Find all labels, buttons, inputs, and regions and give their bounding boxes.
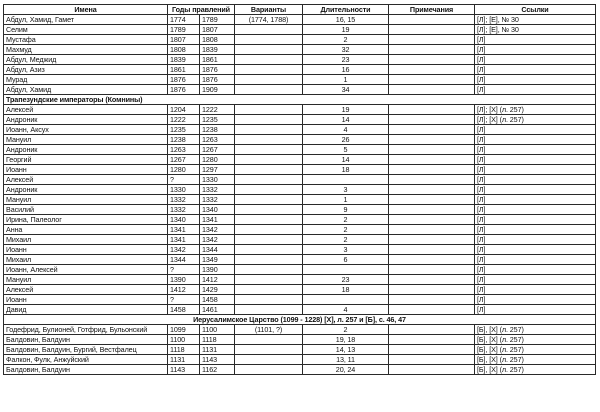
cell-year-end: 1118	[200, 335, 235, 345]
table-row	[4, 135, 596, 145]
cell-duration: 1	[303, 75, 389, 85]
cell-refs: [Л]	[475, 125, 596, 135]
cell-name: Иоанн	[4, 165, 168, 175]
table-row	[4, 305, 596, 315]
cell-refs: [Л]	[475, 215, 596, 225]
cell-year-start: ?	[168, 295, 200, 305]
cell-variant	[235, 215, 303, 225]
table-row	[4, 355, 596, 365]
cell-refs: [Б], [Х] (л. 257)	[475, 325, 596, 335]
cell-name: Алексей	[4, 105, 168, 115]
cell-year-end: 1330	[200, 175, 235, 185]
cell-year-end: 1332	[200, 185, 235, 195]
cell-refs: [Л]	[475, 295, 596, 305]
cell-year-start: 1861	[168, 65, 200, 75]
cell-variant	[235, 125, 303, 135]
cell-duration: 14, 13	[303, 345, 389, 355]
table-row	[4, 125, 596, 135]
cell-year-end: 1807	[200, 25, 235, 35]
cell-notes	[389, 165, 475, 175]
cell-variant	[235, 295, 303, 305]
table-row	[4, 275, 596, 285]
cell-notes	[389, 355, 475, 365]
cell-variant	[235, 45, 303, 55]
table-row	[4, 205, 596, 215]
cell-year-end: 1332	[200, 195, 235, 205]
cell-year-end: 1341	[200, 215, 235, 225]
cell-name: Иоанн, Алексей	[4, 265, 168, 275]
cell-duration: 3	[303, 245, 389, 255]
cell-year-start: 1332	[168, 205, 200, 215]
header-names: Имена	[4, 5, 168, 15]
cell-variant	[235, 195, 303, 205]
cell-variant: (1774, 1788)	[235, 15, 303, 25]
cell-duration	[303, 295, 389, 305]
cell-year-end: 1222	[200, 105, 235, 115]
cell-variant	[235, 335, 303, 345]
cell-name: Андроник	[4, 145, 168, 155]
cell-name: Балдовин, Балдуин	[4, 365, 168, 375]
cell-year-end: 1876	[200, 65, 235, 75]
table-row	[4, 155, 596, 165]
cell-duration: 2	[303, 235, 389, 245]
cell-variant: (1101, ?)	[235, 325, 303, 335]
cell-duration: 34	[303, 85, 389, 95]
cell-name: Мануил	[4, 275, 168, 285]
table-row	[4, 45, 596, 55]
cell-refs: [Л]	[475, 155, 596, 165]
cell-variant	[235, 355, 303, 365]
cell-year-end: 1235	[200, 115, 235, 125]
cell-duration: 16	[303, 65, 389, 75]
cell-duration: 2	[303, 325, 389, 335]
table-row	[4, 145, 596, 155]
table-row	[4, 195, 596, 205]
cell-refs: [Л]	[475, 195, 596, 205]
cell-notes	[389, 45, 475, 55]
cell-refs: [Л]	[475, 185, 596, 195]
cell-variant	[235, 155, 303, 165]
table-row	[4, 55, 596, 65]
table-row	[4, 365, 596, 375]
cell-year-end: 1458	[200, 295, 235, 305]
table-row	[4, 295, 596, 305]
cell-year-end: 1344	[200, 245, 235, 255]
cell-notes	[389, 245, 475, 255]
cell-refs: [Л]	[475, 205, 596, 215]
cell-notes	[389, 305, 475, 315]
cell-refs: [Л]; [Х] (л. 257)	[475, 105, 596, 115]
header-notes: Примечания	[389, 5, 475, 15]
header-years: Годы правлений	[168, 5, 235, 15]
cell-variant	[235, 85, 303, 95]
cell-notes	[389, 65, 475, 75]
cell-notes	[389, 155, 475, 165]
cell-notes	[389, 295, 475, 305]
cell-notes	[389, 275, 475, 285]
table-row	[4, 335, 596, 345]
cell-refs: [Л]	[475, 145, 596, 155]
table-row	[4, 15, 596, 25]
cell-name: Абдул, Азиз	[4, 65, 168, 75]
cell-year-end: 1390	[200, 265, 235, 275]
cell-year-start: 1238	[168, 135, 200, 145]
cell-duration: 4	[303, 125, 389, 135]
cell-refs: [Л]; [Х] (л. 257)	[475, 115, 596, 125]
cell-notes	[389, 145, 475, 155]
cell-duration: 13, 11	[303, 355, 389, 365]
cell-variant	[235, 285, 303, 295]
cell-refs: [Л]	[475, 285, 596, 295]
cell-refs: [Л]	[475, 55, 596, 65]
cell-year-start: 1789	[168, 25, 200, 35]
cell-notes	[389, 225, 475, 235]
cell-refs: [Б], [Х] (л. 257)	[475, 365, 596, 375]
cell-year-start: ?	[168, 265, 200, 275]
section-row	[4, 95, 596, 105]
table-row	[4, 185, 596, 195]
table-row	[4, 325, 596, 335]
cell-notes	[389, 135, 475, 145]
cell-notes	[389, 325, 475, 335]
cell-year-end: 1280	[200, 155, 235, 165]
cell-duration: 2	[303, 225, 389, 235]
cell-duration: 23	[303, 275, 389, 285]
cell-year-start: 1390	[168, 275, 200, 285]
cell-notes	[389, 175, 475, 185]
cell-refs: [Б], [Х] (л. 257)	[475, 345, 596, 355]
cell-year-end: 1412	[200, 275, 235, 285]
cell-year-end: 1909	[200, 85, 235, 95]
cell-year-start: 1143	[168, 365, 200, 375]
cell-year-start: ?	[168, 175, 200, 185]
cell-name: Балдовин, Балдуин, Бургий, Вестфалец	[4, 345, 168, 355]
cell-year-start: 1344	[168, 255, 200, 265]
cell-duration: 14	[303, 115, 389, 125]
cell-year-end: 1789	[200, 15, 235, 25]
cell-name: Василий	[4, 205, 168, 215]
cell-year-start: 1808	[168, 45, 200, 55]
cell-name: Иоанн	[4, 295, 168, 305]
cell-notes	[389, 85, 475, 95]
cell-name: Андроник	[4, 185, 168, 195]
cell-variant	[235, 65, 303, 75]
cell-variant	[235, 205, 303, 215]
cell-variant	[235, 265, 303, 275]
cell-year-end: 1263	[200, 135, 235, 145]
table-row	[4, 285, 596, 295]
cell-duration: 19	[303, 25, 389, 35]
cell-variant	[235, 305, 303, 315]
cell-year-end: 1876	[200, 75, 235, 85]
cell-notes	[389, 35, 475, 45]
header-variants: Варианты	[235, 5, 303, 15]
cell-duration: 26	[303, 135, 389, 145]
cell-year-end: 1342	[200, 225, 235, 235]
cell-notes	[389, 365, 475, 375]
cell-year-start: 1330	[168, 185, 200, 195]
cell-duration: 20, 24	[303, 365, 389, 375]
cell-name: Михаил	[4, 235, 168, 245]
cell-year-end: 1143	[200, 355, 235, 365]
cell-refs: [Л]	[475, 245, 596, 255]
cell-duration: 2	[303, 35, 389, 45]
cell-variant	[235, 275, 303, 285]
cell-notes	[389, 255, 475, 265]
section-row	[4, 315, 596, 325]
cell-year-end: 1461	[200, 305, 235, 315]
cell-name: Абдул, Хамид, Гамет	[4, 15, 168, 25]
cell-variant	[235, 235, 303, 245]
cell-refs: [Л]	[475, 175, 596, 185]
cell-notes	[389, 25, 475, 35]
cell-notes	[389, 215, 475, 225]
cell-name: Иоанн, Аксух	[4, 125, 168, 135]
header-refs: Ссылки	[475, 5, 596, 15]
cell-duration: 14	[303, 155, 389, 165]
cell-year-start: 1099	[168, 325, 200, 335]
table-row	[4, 265, 596, 275]
cell-variant	[235, 365, 303, 375]
cell-year-end: 1238	[200, 125, 235, 135]
cell-notes	[389, 285, 475, 295]
cell-variant	[235, 105, 303, 115]
cell-year-start: 1131	[168, 355, 200, 365]
cell-variant	[235, 225, 303, 235]
cell-name: Абдул, Меджид	[4, 55, 168, 65]
cell-name: Давид	[4, 305, 168, 315]
cell-notes	[389, 235, 475, 245]
cell-variant	[235, 185, 303, 195]
header-durations: Длительности	[303, 5, 389, 15]
cell-year-start: 1222	[168, 115, 200, 125]
cell-refs: [Л]; [Е], № 30	[475, 25, 596, 35]
cell-year-end: 1342	[200, 235, 235, 245]
cell-notes	[389, 75, 475, 85]
table-row	[4, 115, 596, 125]
cell-notes	[389, 195, 475, 205]
cell-year-start: 1267	[168, 155, 200, 165]
cell-name: Абдул, Хамид	[4, 85, 168, 95]
table-row	[4, 35, 596, 45]
cell-variant	[235, 255, 303, 265]
cell-duration: 18	[303, 165, 389, 175]
cell-year-start: 1100	[168, 335, 200, 345]
cell-refs: [Л]	[475, 255, 596, 265]
cell-variant	[235, 55, 303, 65]
cell-refs: [Л]	[475, 165, 596, 175]
cell-refs: [Л]	[475, 75, 596, 85]
cell-name: Мустафа	[4, 35, 168, 45]
cell-duration: 6	[303, 255, 389, 265]
cell-year-start: 1876	[168, 75, 200, 85]
table-row	[4, 165, 596, 175]
cell-year-start: 1342	[168, 245, 200, 255]
cell-year-start: 1341	[168, 235, 200, 245]
header-row	[4, 5, 596, 15]
cell-name: Фалкон, Фулк, Анжуйский	[4, 355, 168, 365]
table-row	[4, 215, 596, 225]
cell-variant	[235, 345, 303, 355]
cell-name: Мануил	[4, 135, 168, 145]
cell-year-end: 1349	[200, 255, 235, 265]
cell-name: Георгий	[4, 155, 168, 165]
cell-refs: [Л]	[475, 225, 596, 235]
table-row	[4, 225, 596, 235]
table-row	[4, 255, 596, 265]
cell-notes	[389, 55, 475, 65]
cell-variant	[235, 245, 303, 255]
cell-year-end: 1131	[200, 345, 235, 355]
cell-notes	[389, 205, 475, 215]
table-row	[4, 105, 596, 115]
cell-duration: 5	[303, 145, 389, 155]
cell-notes	[389, 185, 475, 195]
cell-name: Ирина, Палеолог	[4, 215, 168, 225]
cell-refs: [Л]	[475, 135, 596, 145]
cell-refs: [Л]	[475, 235, 596, 245]
cell-year-start: 1807	[168, 35, 200, 45]
cell-name: Махмуд	[4, 45, 168, 55]
cell-duration: 18	[303, 285, 389, 295]
table-row	[4, 85, 596, 95]
cell-notes	[389, 15, 475, 25]
cell-year-start: 1774	[168, 15, 200, 25]
cell-duration: 4	[303, 305, 389, 315]
cell-year-end: 1340	[200, 205, 235, 215]
cell-year-start: 1280	[168, 165, 200, 175]
cell-variant	[235, 145, 303, 155]
cell-duration: 19	[303, 105, 389, 115]
cell-year-start: 1118	[168, 345, 200, 355]
cell-name: Балдовин, Балдуин	[4, 335, 168, 345]
cell-year-start: 1340	[168, 215, 200, 225]
cell-year-start: 1839	[168, 55, 200, 65]
cell-duration: 23	[303, 55, 389, 65]
cell-variant	[235, 75, 303, 85]
cell-year-end: 1839	[200, 45, 235, 55]
cell-refs: [Б], [Х] (л. 257)	[475, 335, 596, 345]
cell-duration	[303, 265, 389, 275]
cell-notes	[389, 265, 475, 275]
cell-refs: [Л]; [Е], № 30	[475, 15, 596, 25]
section-title: Трапезундские императоры (Комнины)	[4, 95, 596, 105]
cell-notes	[389, 335, 475, 345]
cell-variant	[235, 35, 303, 45]
cell-year-start: 1876	[168, 85, 200, 95]
cell-notes	[389, 115, 475, 125]
cell-refs: [Л]	[475, 65, 596, 75]
table-row	[4, 245, 596, 255]
cell-refs: [Б], [Х] (л. 257)	[475, 355, 596, 365]
table-row	[4, 345, 596, 355]
cell-name: Андроник	[4, 115, 168, 125]
cell-name: Годефрид, Булионей, Готфрид, Бульонский	[4, 325, 168, 335]
cell-year-start: 1204	[168, 105, 200, 115]
cell-name: Селим	[4, 25, 168, 35]
cell-year-end: 1267	[200, 145, 235, 155]
cell-year-start: 1235	[168, 125, 200, 135]
cell-duration: 16, 15	[303, 15, 389, 25]
cell-refs: [Л]	[475, 265, 596, 275]
table-row	[4, 235, 596, 245]
section-title: Иерусалимское Царство (1099 - 1228) [Х], л. 257 и [Б], с. 46, 47	[4, 315, 596, 325]
cell-year-end: 1861	[200, 55, 235, 65]
cell-year-end: 1808	[200, 35, 235, 45]
cell-variant	[235, 115, 303, 125]
cell-refs: [Л]	[475, 85, 596, 95]
rulers-table	[3, 4, 596, 375]
cell-notes	[389, 345, 475, 355]
cell-name: Мануил	[4, 195, 168, 205]
cell-year-start: 1263	[168, 145, 200, 155]
cell-name: Мурад	[4, 75, 168, 85]
table-row	[4, 75, 596, 85]
cell-refs: [Л]	[475, 45, 596, 55]
cell-duration: 1	[303, 195, 389, 205]
cell-year-start: 1332	[168, 195, 200, 205]
cell-variant	[235, 25, 303, 35]
cell-refs: [Л]	[475, 275, 596, 285]
cell-refs: [Л]	[475, 305, 596, 315]
table-row	[4, 175, 596, 185]
cell-year-end: 1297	[200, 165, 235, 175]
cell-variant	[235, 165, 303, 175]
cell-name: Иоанн	[4, 245, 168, 255]
cell-year-end: 1162	[200, 365, 235, 375]
cell-duration	[303, 175, 389, 185]
cell-duration: 3	[303, 185, 389, 195]
table-body	[4, 15, 596, 375]
table-row	[4, 65, 596, 75]
cell-duration: 32	[303, 45, 389, 55]
cell-year-start: 1412	[168, 285, 200, 295]
cell-duration: 19, 18	[303, 335, 389, 345]
cell-variant	[235, 135, 303, 145]
cell-year-start: 1458	[168, 305, 200, 315]
table-row	[4, 25, 596, 35]
cell-refs: [Л]	[475, 35, 596, 45]
cell-variant	[235, 175, 303, 185]
cell-year-start: 1341	[168, 225, 200, 235]
cell-notes	[389, 105, 475, 115]
cell-year-end: 1100	[200, 325, 235, 335]
cell-duration: 9	[303, 205, 389, 215]
cell-name: Алексей	[4, 175, 168, 185]
cell-name: Михаил	[4, 255, 168, 265]
cell-name: Анна	[4, 225, 168, 235]
cell-notes	[389, 125, 475, 135]
cell-year-end: 1429	[200, 285, 235, 295]
cell-duration: 2	[303, 215, 389, 225]
cell-name: Алексей	[4, 285, 168, 295]
